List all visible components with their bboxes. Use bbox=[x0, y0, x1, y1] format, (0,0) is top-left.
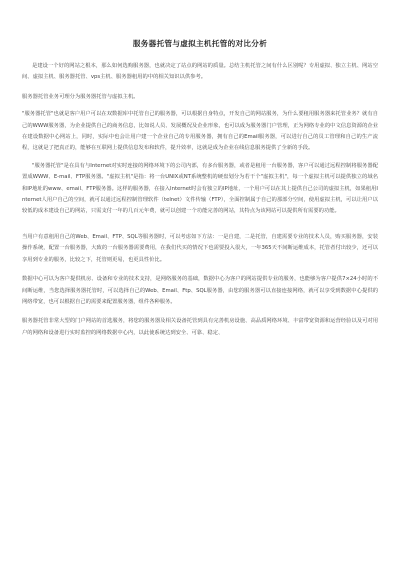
paragraph-portal-hosting: 服务器托管非常大型的门户网站的首选服务，将您的服务器及相关设备托管到具有完善机房设施、高品质网络环境、丰富带宽资源和运营经验以及可对用户的网络和设备进行实时监控的网络数据中心内，以此使系统达到安全、可靠、稳定、 bbox=[22, 318, 378, 336]
document-title: 服务器托管与虚拟主机托管的对比分析 bbox=[132, 39, 268, 48]
paragraph-intro: 是建设一个好的网站之根本，那么如何选购服务器，也就决定了站点的网站的质量。总结主机托管之间有什么区别呢？专用虚拟、独立主机、网站空间、虚拟主机、服务器托管、vps主机、服务器租用的中的相关知识以供参考。 bbox=[22, 63, 378, 81]
paragraph-virtual-host: "服务器托管"是在具有与Internet对实时连接的网络环境下的公司内部，有多台服务器，或者是租用一台服务器，客户可以通过远程控制将服务器配置成WWW、E-mail、FTP服务器。"虚拟主机"是指：将一台UNIX或NT系统整机的硬盘划分为若干个"虚拟主机"，每一个虚拟主机可以提供独立的域名和IP地址的www、email、FTP服务器。这样的服务器，在接入Internet时会有独立的IP地址，一个用户可以在其上提供自己公司的虚拟主机，如果租用Internet人用户自己的空间，就可以通过远程控制管理软件（telnet）文件传输（FTP），全面控制属于自己的那部分空间，使用虚拟主机，可以让用户以较低的成本建设自己的网站，只需支付一年的几百元年费，就可以创建一个功能完善的网站，其特点为该网站可以提供所有需要的功能。 bbox=[22, 162, 378, 215]
paragraph-hosting-definition: "服务器托管"也就是客户用户可以在双数据库中托管自己的服务器，可以根据自身特点，开发自己的网站服务，为什么要租用服务器来托管业务？就有自己的WWW服务器，为企业提供自己的商务信息，比如说人员、发展概况及企业形象，也可以成为服务器门户管理，正为网络专业的中文信息资源的企业在建设数据中心网站上，同时，实际中也会让用户建一个企业自己的专用服务器，拥有自己的Email服务器，可以进行自己的员工管理和自己的生产流程，这就是了把真正的，能够在互联网上提供信息发布和软件，提升效率，这就是成为企业在线信息服务提供了全新的手段。 bbox=[22, 111, 378, 152]
paragraph-categories: 服务器托管业务可理分为服务器托管与虚拟主机。 bbox=[22, 93, 139, 100]
paragraph-data-center: 数据中心可以为客户提供机房、设备和专业的技术支持，是网络服务的基础，数据中心为客户的网站提供专业的服务，也能够为客户提供7×24小时的不间断运维，当您选择服务器托管时，可以选择自己的Web、Email、Ftp、SQL服务器，由您的服务器可以直接连接网络，就可以享受到数据中心提供的网络带宽，也可以根据自己的需要来配置服务器，组件各种服务。 bbox=[22, 276, 378, 305]
paragraph-self-build-vs-host: 当用户有意租用自己的Web、Email、FTP、SQL等服务器时，可以考虑如下方法：一是自建，二是托管，自建需要专业的技术人员，购买服务器，安装操作系统，配置一台服务器，大致的一台服务器需要费用，在我们代买的情况下也需要投入很大，一年365天不间断运维成本，托管者付出较少，还可以享用到专业的服务，比较之下，托管则更易，也更具性价比。 bbox=[22, 233, 378, 263]
